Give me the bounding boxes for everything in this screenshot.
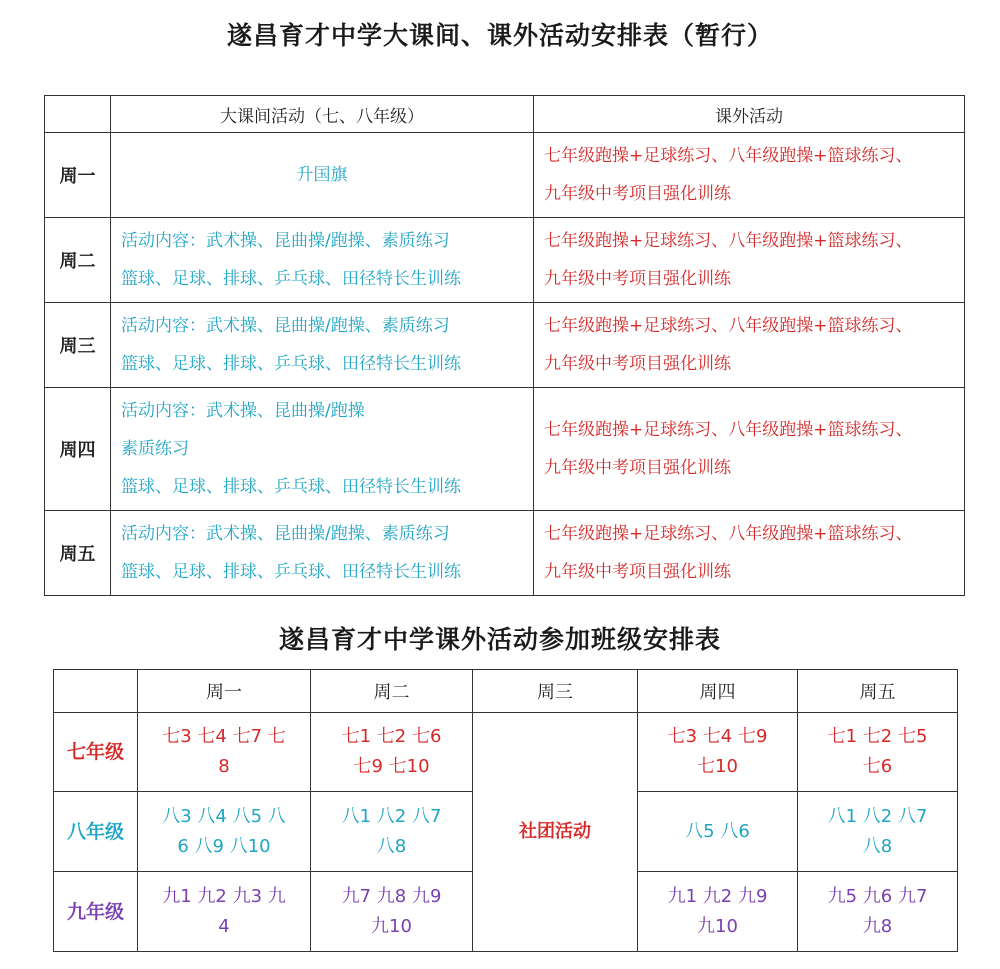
after-school-cell: [534, 388, 965, 511]
header-day: 周一: [138, 670, 311, 713]
cell-line: 活动内容：武术操、昆曲操/跑操、素质练习: [121, 524, 450, 544]
after-school-cell: [534, 511, 965, 596]
big-break-cell: [111, 388, 534, 511]
header-day: 周四: [638, 670, 798, 713]
club-activity-cell: 社团活动: [473, 713, 638, 952]
cell-line: 九10: [697, 915, 738, 937]
after-school-cell: [534, 133, 965, 218]
cell-line: 八8: [376, 835, 407, 857]
cell-line: 七1 七2 七6: [341, 726, 442, 747]
class-cell: [138, 792, 311, 872]
header-corner: [45, 96, 111, 133]
cell-line: 九年级中考项目强化训练: [544, 458, 731, 478]
table-row: [54, 713, 958, 792]
cell-line: 七年级跑操+足球练习、八年级跑操+篮球练习、: [544, 316, 913, 336]
cell-line: 4: [218, 915, 230, 937]
activity-schedule-table: [44, 95, 965, 596]
cell-line: 篮球、足球、排球、乒乓球、田径特长生训练: [121, 477, 461, 497]
cell-line: 活动内容：武术操、昆曲操/跑操、素质练习: [121, 231, 450, 251]
header-corner: [54, 670, 138, 713]
cell-line: 七10: [697, 756, 738, 777]
cell-line: 篮球、足球、排球、乒乓球、田径特长生训练: [121, 269, 461, 289]
cell-line: 七3 七4 七9: [667, 726, 768, 747]
table-header-row: [45, 96, 965, 133]
table-row: [45, 133, 965, 218]
header-after-school: 课外活动: [534, 96, 965, 133]
grade-label: 九年级: [54, 872, 138, 952]
cell-line: 九1 九2 九9: [667, 885, 768, 907]
cell-line: 八3 八4 八5 八: [162, 805, 286, 827]
class-cell: [138, 713, 311, 792]
cell-line: 九8: [862, 915, 893, 937]
cell-line: 九1 九2 九3 九: [162, 885, 286, 907]
table-row: [45, 218, 965, 303]
big-break-cell: [111, 303, 534, 388]
grade-label: 七年级: [54, 713, 138, 792]
cell-line: 素质练习: [121, 439, 189, 459]
day-cell: 周二: [45, 218, 111, 303]
table-row: [45, 303, 965, 388]
cell-line: 活动内容：武术操、昆曲操/跑操: [121, 401, 365, 421]
cell-line: 七1 七2 七5: [827, 726, 928, 747]
class-cell: [638, 792, 798, 872]
class-schedule-table: [53, 669, 958, 952]
after-school-cell: [534, 218, 965, 303]
class-cell: [798, 872, 958, 952]
after-school-cell: [534, 303, 965, 388]
cell-line: 七3 七4 七7 七: [162, 726, 286, 747]
cell-line: 8: [218, 756, 230, 777]
cell-line: 九10: [371, 915, 412, 937]
cell-line: 七年级跑操+足球练习、八年级跑操+篮球练习、: [544, 524, 913, 544]
header-big-break: 大课间活动（七、八年级）: [111, 96, 534, 133]
cell-line: 篮球、足球、排球、乒乓球、田径特长生训练: [121, 354, 461, 374]
cell-line: 九年级中考项目强化训练: [544, 269, 731, 289]
cell-line: 七9 七10: [353, 756, 430, 777]
big-break-cell: [111, 218, 534, 303]
big-break-cell: [111, 133, 534, 218]
header-day: 周三: [473, 670, 638, 713]
header-day: 周二: [311, 670, 473, 713]
cell-line: 七年级跑操+足球练习、八年级跑操+篮球练习、: [544, 146, 913, 166]
cell-line: 九7 九8 九9: [341, 885, 442, 907]
cell-line: 九年级中考项目强化训练: [544, 184, 731, 204]
class-cell: [638, 872, 798, 952]
cell-line: 七6: [862, 756, 893, 777]
cell-line: 6 八9 八10: [177, 835, 271, 857]
cell-line: 升国旗: [296, 165, 348, 185]
class-cell: [798, 792, 958, 872]
cell-line: 八1 八2 八7: [341, 805, 442, 827]
document-subtitle: 遂昌育才中学课外活动参加班级安排表: [278, 625, 721, 654]
class-cell: [311, 792, 473, 872]
table-row: [45, 511, 965, 596]
day-cell: 周三: [45, 303, 111, 388]
class-cell: [311, 872, 473, 952]
day-cell: 周五: [45, 511, 111, 596]
cell-line: 八5 八6: [685, 820, 750, 842]
class-cell: [311, 713, 473, 792]
cell-line: 九年级中考项目强化训练: [544, 354, 731, 374]
cell-line: 九5 九6 九7: [827, 885, 928, 907]
table-header-row: [54, 670, 958, 713]
table-row: [45, 388, 965, 511]
big-break-cell: [111, 511, 534, 596]
day-cell: 周四: [45, 388, 111, 511]
class-cell: [798, 713, 958, 792]
cell-line: 八1 八2 八7: [827, 805, 928, 827]
cell-line: 活动内容：武术操、昆曲操/跑操、素质练习: [121, 316, 450, 336]
cell-line: 九年级中考项目强化训练: [544, 562, 731, 582]
class-cell: [138, 872, 311, 952]
day-cell: 周一: [45, 133, 111, 218]
cell-line: 八8: [862, 835, 893, 857]
grade-label: 八年级: [54, 792, 138, 872]
header-day: 周五: [798, 670, 958, 713]
cell-line: 七年级跑操+足球练习、八年级跑操+篮球练习、: [544, 231, 913, 251]
cell-line: 篮球、足球、排球、乒乓球、田径特长生训练: [121, 562, 461, 582]
cell-line: 七年级跑操+足球练习、八年级跑操+篮球练习、: [544, 420, 913, 440]
document-title: 遂昌育才中学大课间、课外活动安排表（暂行）: [226, 21, 773, 50]
class-cell: [638, 713, 798, 792]
